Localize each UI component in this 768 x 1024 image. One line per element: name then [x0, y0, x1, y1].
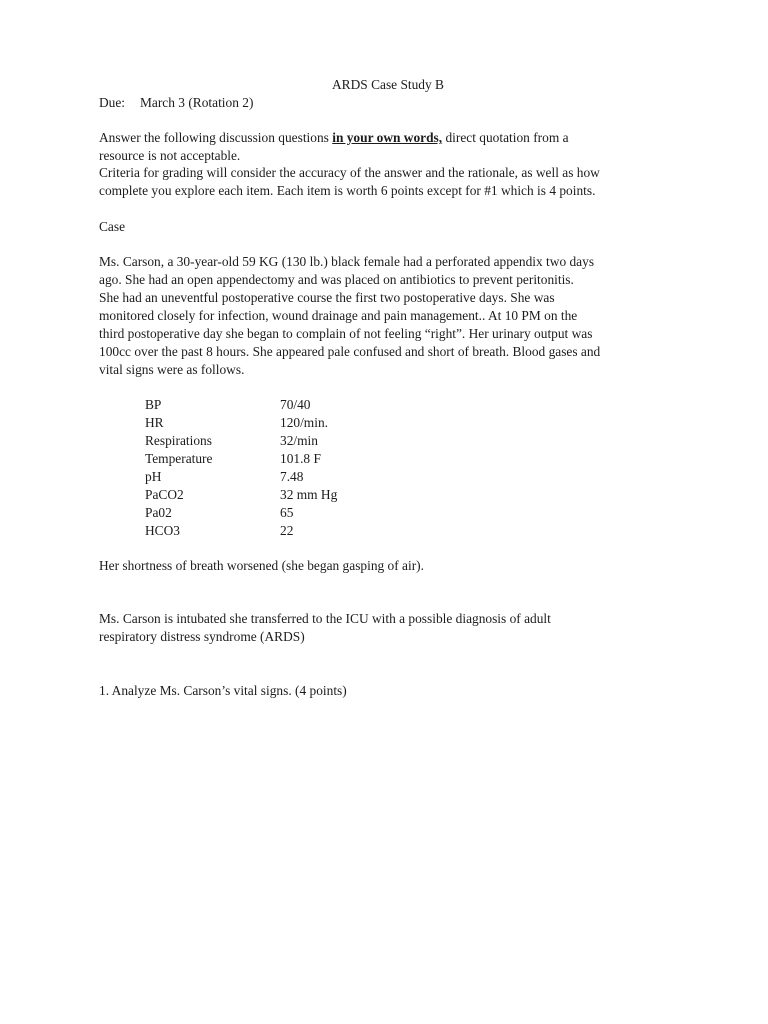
instructions-line-4: complete you explore each item. Each item is worth 6 points except for #1 which is 4 points.: [99, 183, 596, 198]
case-paragraph-line: 100cc over the past 8 hours. She appeared pale confused and short of breath. Blood gases and: [99, 344, 601, 359]
vital-sign-value: 7.48: [280, 469, 304, 484]
question-1: 1. Analyze Ms. Carson’s vital signs. (4 points): [99, 683, 347, 698]
case-paragraph-line: Ms. Carson, a 30-year-old 59 KG (130 lb.) black female had a perforated appendix two days: [99, 254, 595, 269]
due-date: March 3 (Rotation 2): [140, 95, 254, 110]
case-heading: Case: [99, 219, 126, 234]
document-title: ARDS Case Study B: [332, 77, 444, 92]
instructions-text: Answer the following discussion questions: [99, 130, 333, 145]
icu-paragraph-line: Ms. Carson is intubated she transferred to the ICU with a possible diagnosis of adult: [99, 611, 551, 626]
vital-sign-label: pH: [145, 469, 162, 484]
case-paragraph-line: ago. She had an open appendectomy and was placed on antibiotics to prevent peritonitis.: [99, 272, 574, 287]
case-paragraph-line: third postoperative day she began to complain of not feeling “right”. Her urinary output was: [99, 326, 593, 341]
vital-sign-value: 120/min.: [280, 415, 328, 430]
instructions-line-1: [99, 129, 569, 147]
case-paragraph-line: monitored closely for infection, wound drainage and pain management.. At 10 PM on the: [99, 308, 578, 323]
case-paragraph-line: She had an uneventful postoperative course the first two postoperative days. She was: [99, 290, 555, 305]
vital-sign-label: BP: [145, 397, 162, 412]
case-paragraph-line: vital signs were as follows.: [99, 362, 245, 377]
vital-sign-label: Temperature: [145, 451, 213, 466]
vital-sign-value: 32/min: [280, 433, 318, 448]
due-line: [99, 94, 253, 112]
icu-paragraph-line: respiratory distress syndrome (ARDS): [99, 629, 305, 644]
due-label: Due:: [99, 95, 126, 110]
instructions-line-3: Criteria for grading will consider the accuracy of the answer and the rationale, as well as how: [99, 165, 600, 180]
instructions-line-2: resource is not acceptable.: [99, 148, 241, 163]
vital-sign-value: 22: [280, 523, 294, 538]
emphasis-own-words: in your own words,: [332, 130, 443, 145]
instructions-text: direct quotation from a: [442, 130, 569, 145]
vital-sign-label: Respirations: [145, 433, 212, 448]
shortness-of-breath-line: Her shortness of breath worsened (she began gasping of air).: [99, 558, 424, 573]
vital-sign-label: Pa02: [145, 505, 172, 520]
vital-sign-value: 32 mm Hg: [280, 487, 338, 502]
vital-sign-label: HR: [145, 415, 164, 430]
vital-sign-label: PaCO2: [145, 487, 184, 502]
vital-sign-value: 70/40: [280, 397, 311, 412]
vital-sign-value: 65: [280, 505, 294, 520]
vital-sign-label: HCO3: [145, 523, 180, 538]
vital-sign-value: 101.8 F: [280, 451, 321, 466]
